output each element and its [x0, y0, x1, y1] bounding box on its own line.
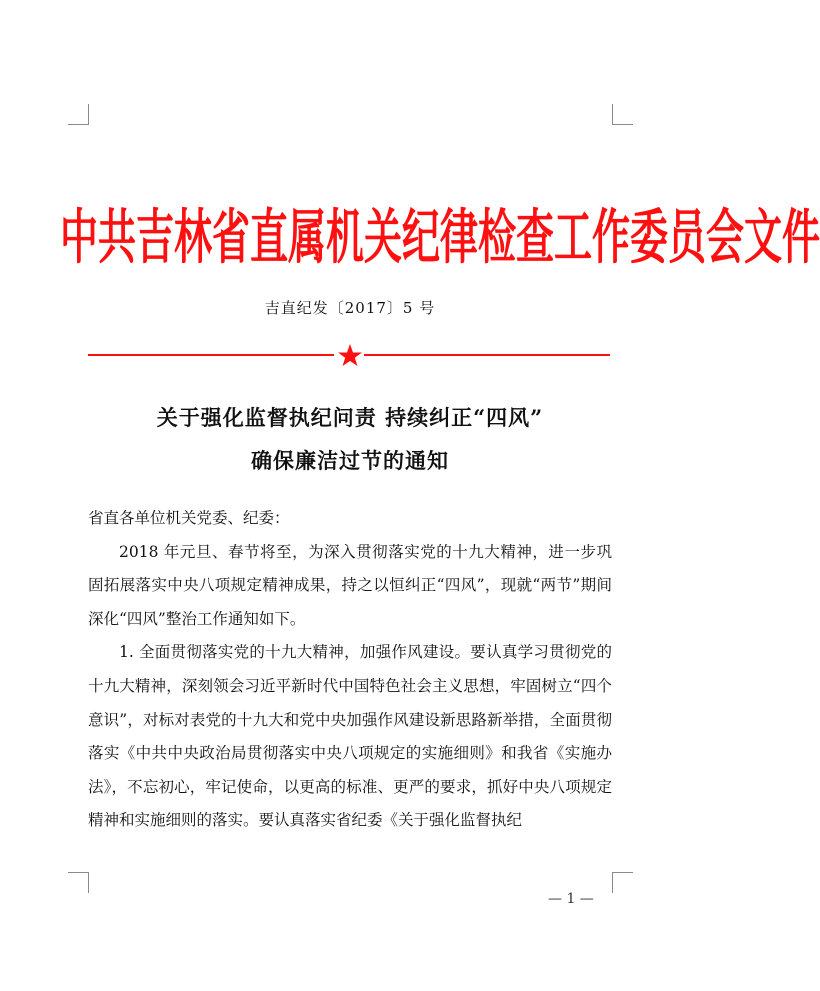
red-rule-right — [364, 354, 610, 356]
notice-title-line2: 确保廉洁过节的通知 — [251, 448, 449, 473]
document-masthead: 中共吉林省直属机关纪律检查工作委员会文件 — [60, 203, 820, 272]
notice-title-line1: 关于强化监督执纪问责 持续纠正“四风” — [156, 405, 544, 430]
document-number: 吉直纪发〔2017〕5 号 — [264, 299, 436, 317]
crop-mark-top-right — [612, 104, 633, 125]
salutation: 省直各单位机关党委、纪委： — [88, 509, 290, 527]
crop-mark-bottom-right — [612, 872, 633, 893]
body-paragraph-item-1: 1. 全面贯彻落实党的十九大精神，加强作风建设。要认真学习贯彻党的十九大精神，深刻领会习近平新时代中国特色社会主义思想，牢固树立“四个意识”，对标对表党的十九大和党中央加强作风建设新思路新举措，全面贯彻落实《中共中央政治局贯彻落实中央八项规定的实施细则》和我省《实施办法》，不忘初心，牢记使命，以更高的标准、更严的要求，抓好中央八项规定精神和实施细则的落实。要认真落实省纪委《关于强化监督执纪 — [88, 643, 612, 830]
crop-mark-top-left — [68, 104, 89, 125]
document-body — [88, 502, 612, 838]
red-star-icon — [337, 343, 363, 367]
body-paragraph-intro: 2018 年元旦、春节将至，为深入贯彻落实党的十九大精神，进一步巩固拓展落实中央八项规定精神成果，持之以恒纠正“四风”，现就“两节”期间深化“四风”整治工作通知如下。 — [88, 542, 612, 628]
crop-mark-bottom-left — [68, 872, 89, 893]
red-rule-left — [88, 354, 334, 356]
page-number: — 1 — — [548, 891, 594, 907]
